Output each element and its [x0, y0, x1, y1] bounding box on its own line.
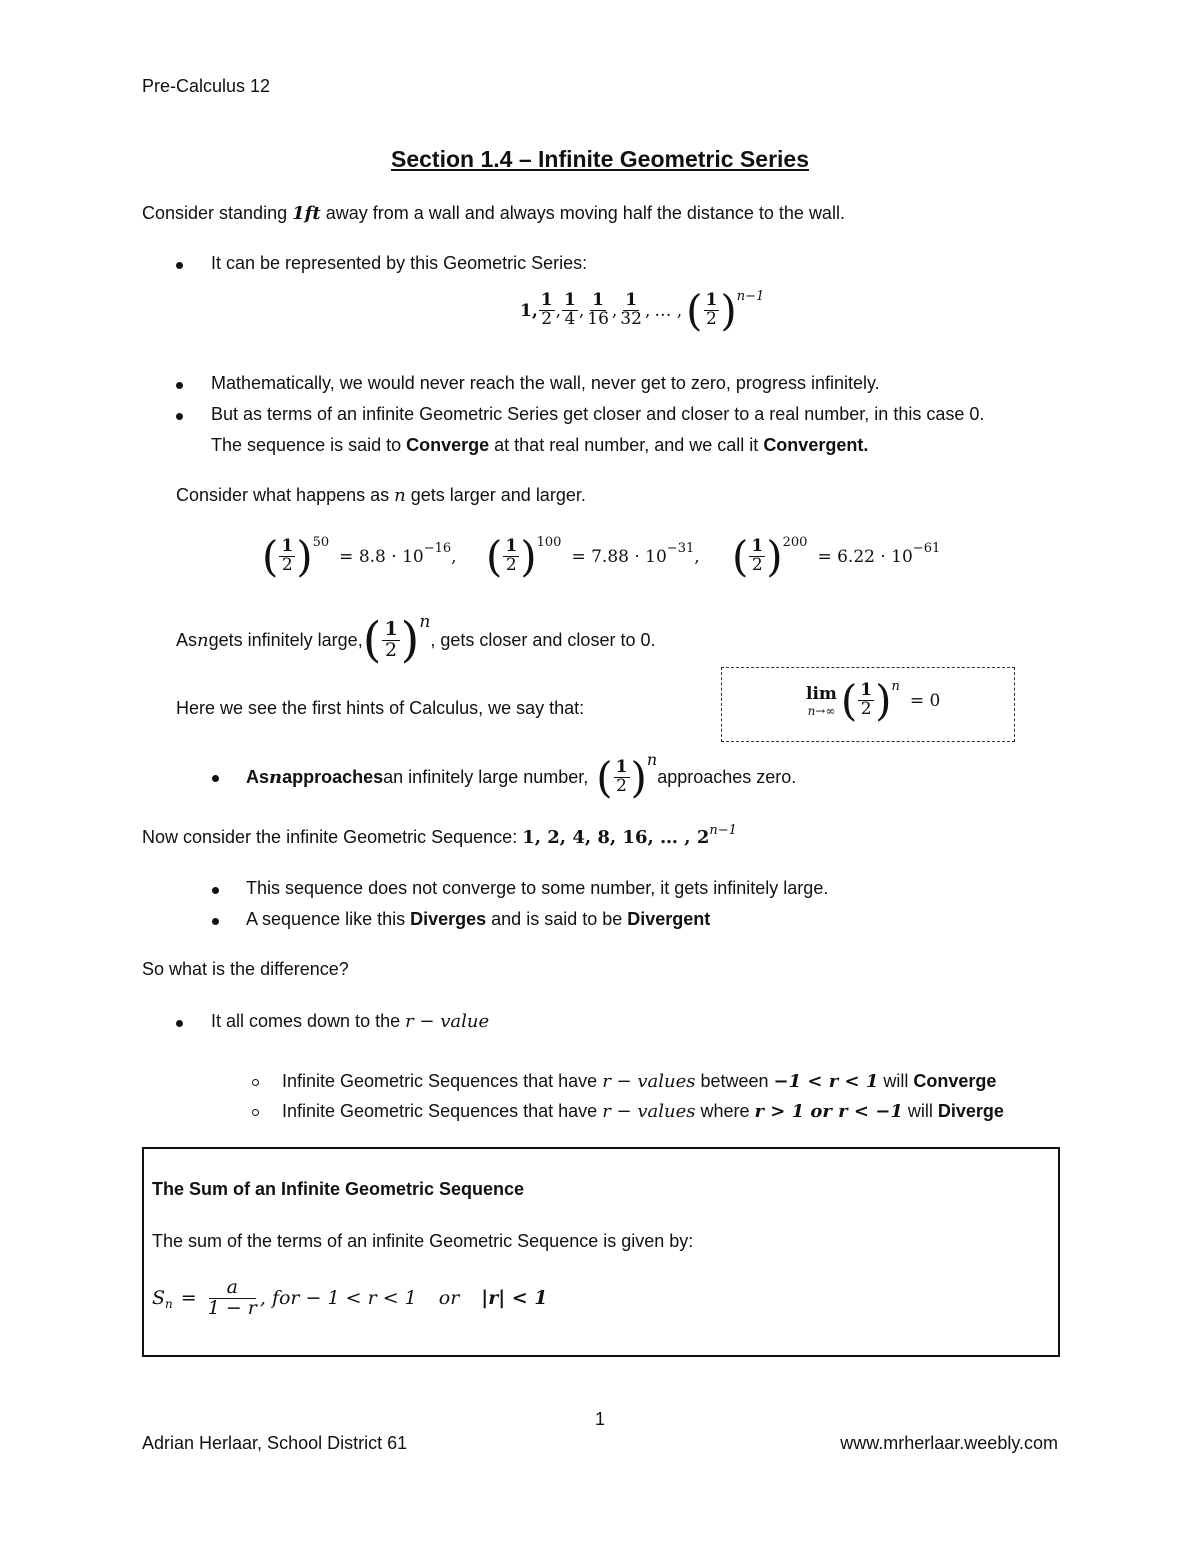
- geometric-series: 1, $\frac{1}{2}$ , $\frac{1}{4}$ , $\frac{1}{16}$ , $\frac{1}{32}$ , … , ( $\frac{1}{2}$ ) $^{n-1}$: [520, 286, 765, 335]
- bullet-never-reach: Mathematically, we would never reach the wall, never get to zero, progress infinitely.: [211, 373, 880, 393]
- sum-fraction: $\frac{a}{1 - r}$: [207, 1276, 257, 1319]
- power-result-exponent: −61: [912, 541, 941, 556]
- series-fraction: $\frac{1}{2}$: [540, 290, 553, 329]
- course-header: Pre-Calculus 12: [142, 76, 271, 96]
- divergent-sequence-text: Now consider the infinite Geometric Sequence: 1, 2, 4, 8, 16, … , $2^{n-1}$: [142, 823, 737, 848]
- page-title: Section 1.4 – Infinite Geometric Series: [391, 146, 809, 172]
- bullet-series-text: It can be represented by this Geometric Series:: [211, 253, 588, 273]
- power-result-exponent: −31: [666, 541, 695, 556]
- footer-author: Adrian Herlaar, School District 61: [142, 1433, 408, 1453]
- diverge-condition: Infinite Geometric Sequences that have r − values where r > 1 or r < −1 will Diverge: [282, 1101, 1004, 1122]
- r-value-text: It all comes down to the r − value: [211, 1011, 490, 1032]
- sum-box-text: The sum of the terms of an infinite Geometric Sequence is given by:: [152, 1231, 694, 1251]
- limit-expression: lim n→∞ ( $\frac{1}{2}$ ) $^n$ = 0: [806, 676, 941, 725]
- as-n-large-text: As n gets infinitely large, ( $\frac{1}{2}$ ) $^n$ , gets closer and closer to 0.: [176, 612, 656, 668]
- series-general-term: $\frac{1}{2}$: [705, 290, 718, 329]
- sum-formula: S $_n$ = $\frac{a}{1 - r}$ , for − 1 < r < 1 or |r| < 1: [152, 1276, 548, 1319]
- limit-subscript: n→∞: [807, 703, 836, 718]
- bullet-dot: [212, 887, 219, 894]
- intro-paragraph: [142, 203, 845, 224]
- calculus-hint-text: Here we see the first hints of Calculus, we say that:: [176, 698, 585, 718]
- bullet-dot: [212, 918, 219, 925]
- bullet-dot: [212, 775, 219, 782]
- bullet-no-converge: This sequence does not converge to some number, it gets infinitely large.: [246, 878, 829, 898]
- series-fraction: $\frac{1}{4}$: [564, 290, 576, 329]
- power-example-100: ( $\frac{1}{2}$ ) $^{100}$ = 7.88 · 10 $^{-31}$ ,: [486, 532, 700, 581]
- series-fraction: $\frac{1}{32}$: [620, 290, 642, 329]
- sub-bullet-circle: [252, 1109, 259, 1116]
- intro-text-b: away from a wall and always moving half the distance to the wall.: [320, 203, 845, 223]
- consider-n-text: Consider what happens as n gets larger and larger.: [176, 485, 586, 506]
- power-result: = 8.8 · 10: [339, 546, 424, 567]
- series-ellipsis: … ,: [654, 300, 683, 321]
- bullet-dot: [176, 413, 183, 420]
- bullet-dot: [176, 1020, 183, 1027]
- power-result-exponent: −16: [423, 541, 452, 556]
- bullet-converge-line1: But as terms of an infinite Geometric Series get closer and closer to a real number, in this case 0.: [211, 404, 985, 424]
- sum-box-heading: The Sum of an Infinite Geometric Sequence: [152, 1179, 525, 1199]
- power-exponent: 100: [536, 535, 562, 550]
- bullet-dot: [176, 262, 183, 269]
- power-result: = 6.22 · 10: [817, 546, 913, 567]
- sum-abs-condition: |r| < 1: [481, 1287, 548, 1310]
- power-example-200: ( $\frac{1}{2}$ ) $^{200}$ = 6.22 · 10 $^{-61}$: [732, 532, 941, 581]
- difference-question: So what is the difference?: [142, 959, 349, 979]
- sum-condition: , for − 1 < r < 1: [259, 1287, 417, 1310]
- power-exponent: 200: [782, 535, 808, 550]
- bullet-converge-line2: The sequence is said to Converge at that real number, and we call it Convergent.: [211, 435, 869, 455]
- bullet-diverges: A sequence like this Diverges and is said to be Divergent: [246, 909, 711, 929]
- sub-bullet-circle: [252, 1079, 259, 1086]
- converge-condition: Infinite Geometric Sequences that have r − values between −1 < r < 1 will Converge: [282, 1071, 997, 1092]
- sum-symbol: S: [152, 1287, 166, 1310]
- power-exponent: 50: [312, 535, 330, 550]
- series-first-term: 1,: [520, 300, 538, 321]
- bullet-dot: [176, 382, 183, 389]
- limit-value: = 0: [909, 690, 941, 711]
- approaches-text: As n approaches an infinitely large number, ( $\frac{1}{2}$ ) $^n$ approaches zero.: [246, 749, 797, 802]
- power-result: = 7.88 · 10: [571, 546, 667, 567]
- page-number: 1: [594, 1409, 605, 1429]
- series-fraction: $\frac{1}{16}$: [587, 290, 609, 329]
- intro-text-a: Consider standing: [142, 203, 293, 223]
- intro-math: 1ft: [292, 203, 321, 224]
- series-exponent: n−1: [736, 289, 765, 304]
- footer-website: www.mrherlaar.weebly.com: [840, 1433, 1058, 1453]
- limit-operator: lim: [806, 683, 837, 704]
- power-example-50: ( $\frac{1}{2}$ ) $^{50}$ = 8.8 · 10 $^{-16}$ ,: [262, 532, 457, 581]
